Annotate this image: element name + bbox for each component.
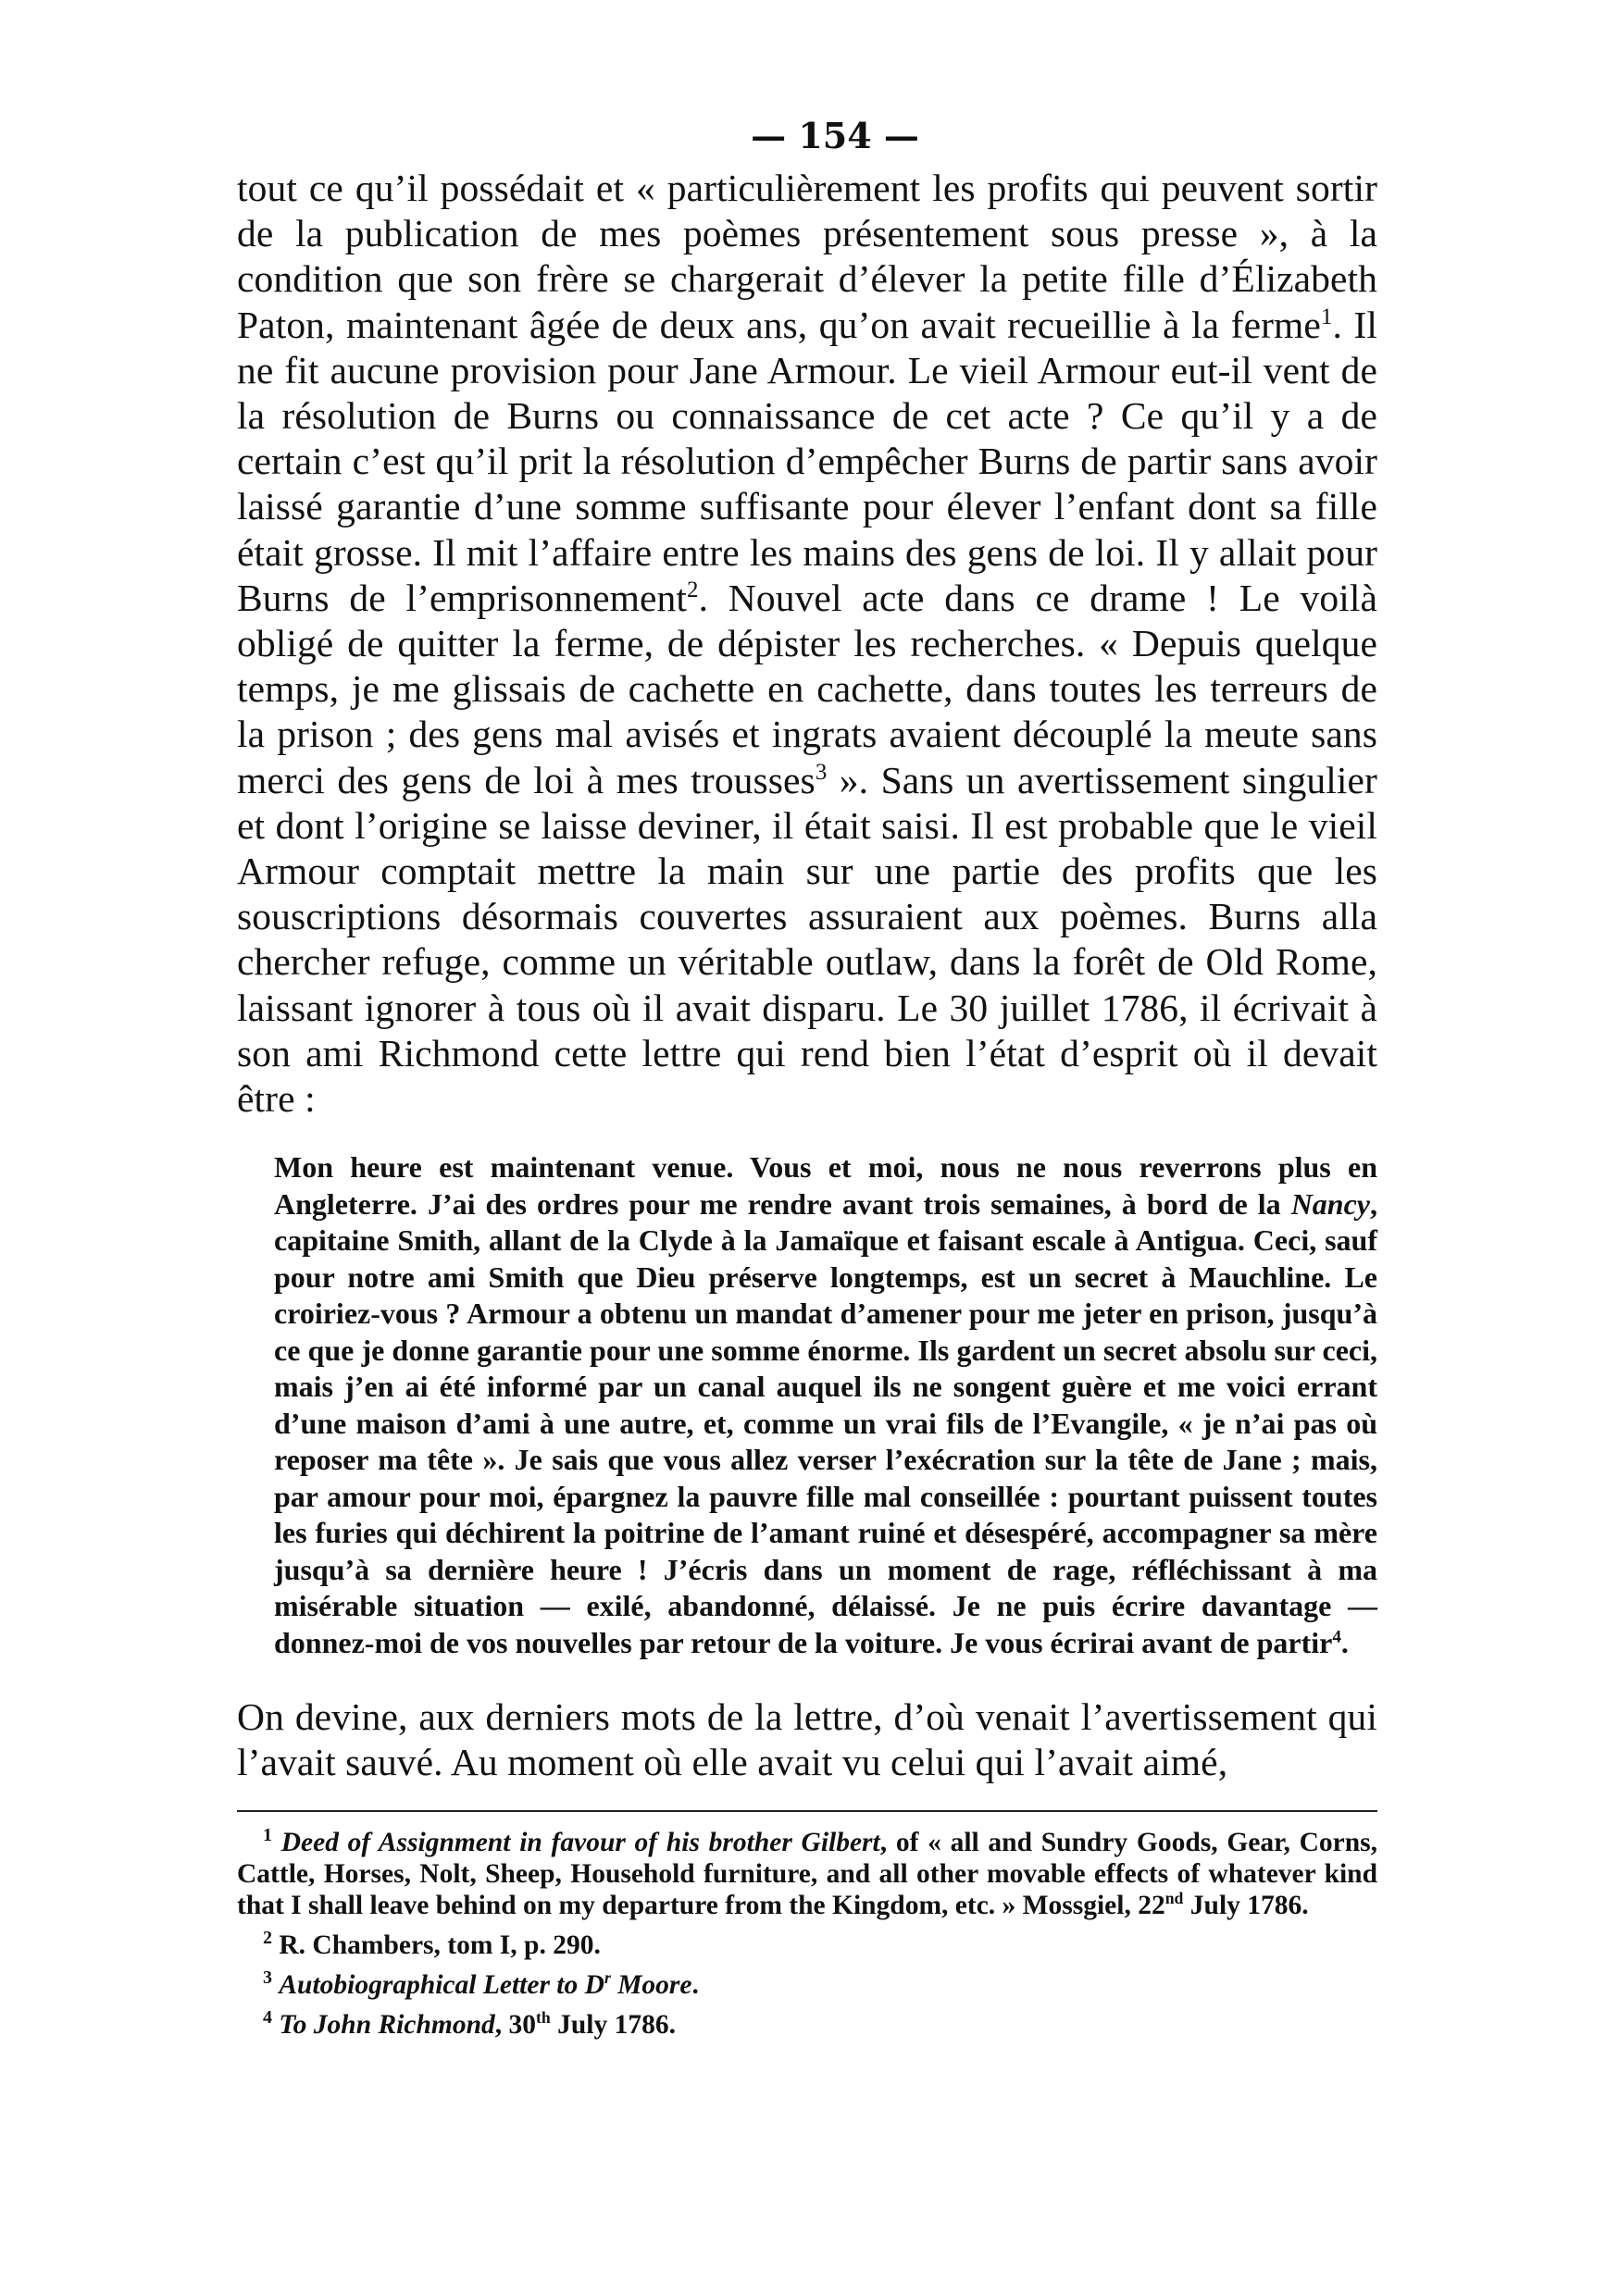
footnote-1-tail: July 1786. — [1183, 1890, 1309, 1920]
footnote-3 — [237, 1969, 1377, 2001]
body-paragraph-1 — [237, 166, 1377, 1122]
footnote-3-title-sup: r — [604, 1967, 611, 1987]
footnote-1 — [237, 1824, 1377, 1921]
paragraph-1-text-a: tout ce qu’il possédait et « particulièrement les profits qui peuvent sortir de la publication de mes poèmes présentement sous presse », à la condition que son frère se chargerait d’élever la petite fille d’Élizabeth Paton, maintenant âgée de deux ans, qu’on avait recueillie à la ferme — [237, 167, 1377, 346]
footnote-3-title — [279, 1967, 692, 2000]
body-paragraph-2: On devine, aux derniers mots de la lettre, d’où venait l’avertissement qui l’avait sauvé. Au moment où elle avait vu celui qui l’avait aimé, — [237, 1695, 1377, 1784]
footnote-3-tail: . — [691, 1969, 699, 2000]
footnote-divider — [237, 1810, 1377, 1812]
footnote-1-mark: 1 — [263, 1824, 272, 1845]
footnote-4-tail: July 1786. — [550, 2009, 676, 2040]
footnote-2-mark: 2 — [263, 1927, 272, 1948]
page-number: — 154 — — [751, 115, 919, 156]
footnote-1-ordinal: nd — [1164, 1888, 1184, 1907]
footnote-ref-1: 1 — [1320, 304, 1333, 329]
quote-text-b: , capitaine Smith, allant de la Clyde à la Jamaïque et faisant escale à Antigua. Ceci, sauf pour notre ami Smith que Dieu préserve longtemps, est un secret à Mauchline. Le croiriez-vous ? Armour a obtenu un mandat d’amener pour me jeter en prison, jusqu’à ce que je donne garantie pour une somme énorme. Ils gardent un secret absolu sur ceci, mais j’en ai été informé par un canal auquel ils ne songent guère et me voici errant d’une maison d’ami à une autre, et, comme un vrai fils de l’Evangile, « je n’ai pas où reposer ma tête ». Je sais que vous allez verser l’exécration sur la tête de Jane ; mais, par amour pour moi, épargnez la pauvre fille mal conseillée : pourtant puissent toutes les furies qui déchirent la poitrine de l’amant ruiné et désespéré, accompagner sa mère jusqu’à sa dernière heure ! J’écris dans un moment de rage, réfléchissant à ma misérable situation — exilé, abandonné, délaissé. Je ne puis écrire davantage — donnez-moi de vos nouvelles par retour de la voiture. Je vous écrirai avant de partir — [274, 1186, 1377, 1659]
footnote-4-ordinal: th — [535, 2007, 551, 2027]
footnote-ref-4: 4 — [1332, 1627, 1341, 1647]
footnote-4-title: To John Richmond — [279, 2009, 495, 2040]
paragraph-1-text-b: . Il ne fit aucune provision pour Jane Armour. Le vieil Armour eut-il vent de la résolution de Burns ou connaissance de cet acte ? Ce qu’il y a de certain c’est qu’il prit la résolution d’empêcher Burns de partir sans avoir laissé garantie d’une somme suffisante pour élever l’enfant dont sa fille était grosse. Il mit l’affaire entre les mains des gens de loi. Il y allait pour Burns de l’emprisonnement — [237, 303, 1377, 619]
footnote-1-title: Deed of Assignment in favour of his brother Gilbert — [280, 1827, 880, 1857]
footnote-3-title-b: Moore — [610, 1969, 692, 2000]
footnote-2 — [237, 1927, 1377, 1961]
footnote-1-text: , of « all and Sundry Goods, Gear, Corns, Cattle, Horses, Nolt, Sheep, Household furniture, and all other movable effects of whatever kind that I shall leave behind on my departure from the Kingdom, etc. » Mossgiel, 22 — [237, 1827, 1377, 1920]
quote-text-c: . — [1340, 1625, 1349, 1659]
paragraph-1-text-c: . Nouvel acte dans ce drame ! Le voilà obligé de quitter la ferme, de dépister les recherches. « Depuis quelque temps, je me glissais de cachette en cachette, dans toutes les terreurs de la prison ; des gens mal avisés et ingrats avaient découplé la meute sans merci des gens de loi à mes trousses — [237, 576, 1377, 801]
ship-name: Nancy — [1290, 1186, 1370, 1221]
footnote-4 — [237, 2006, 1377, 2041]
footnote-2-text: R. Chambers, tom I, p. 290. — [279, 1930, 601, 1960]
paragraph-1-text-d: ». Sans un avertissement singulier et dont l’origine se laisse deviner, il était saisi. Il est probable que le vieil Armour comptait mettre la main sur une partie des profits que les souscriptions désormais couvertes assuraient aux poèmes. Burns alla chercher refuge, comme un véritable outlaw, dans la forêt de Old Rome, laissant ignorer à tous où il avait disparu. Le 30 juillet 1786, il écrivait à son ami Richmond cette lettre qui rend bien l’état d’esprit où il devait être : — [237, 758, 1377, 1121]
quote-text-a: Mon heure est maintenant venue. Vous et moi, nous ne nous reverrons plus en Angleterre. J’ai des ordres pour me rendre avant trois semaines, à bord de la — [274, 1150, 1377, 1221]
footnote-4-text: , 30 — [494, 2009, 536, 2040]
footnote-ref-2: 2 — [687, 577, 699, 602]
footnotes — [237, 1824, 1377, 2041]
letter-quote-text — [274, 1149, 1377, 1661]
document-page — [237, 116, 1377, 2049]
footnote-3-title-a: Autobiographical Letter to D — [279, 1969, 604, 2000]
footnote-3-mark: 3 — [263, 1967, 272, 1988]
footnote-4-mark: 4 — [263, 2006, 272, 2028]
footnote-ref-3: 3 — [815, 759, 828, 785]
letter-quote — [274, 1149, 1377, 1661]
